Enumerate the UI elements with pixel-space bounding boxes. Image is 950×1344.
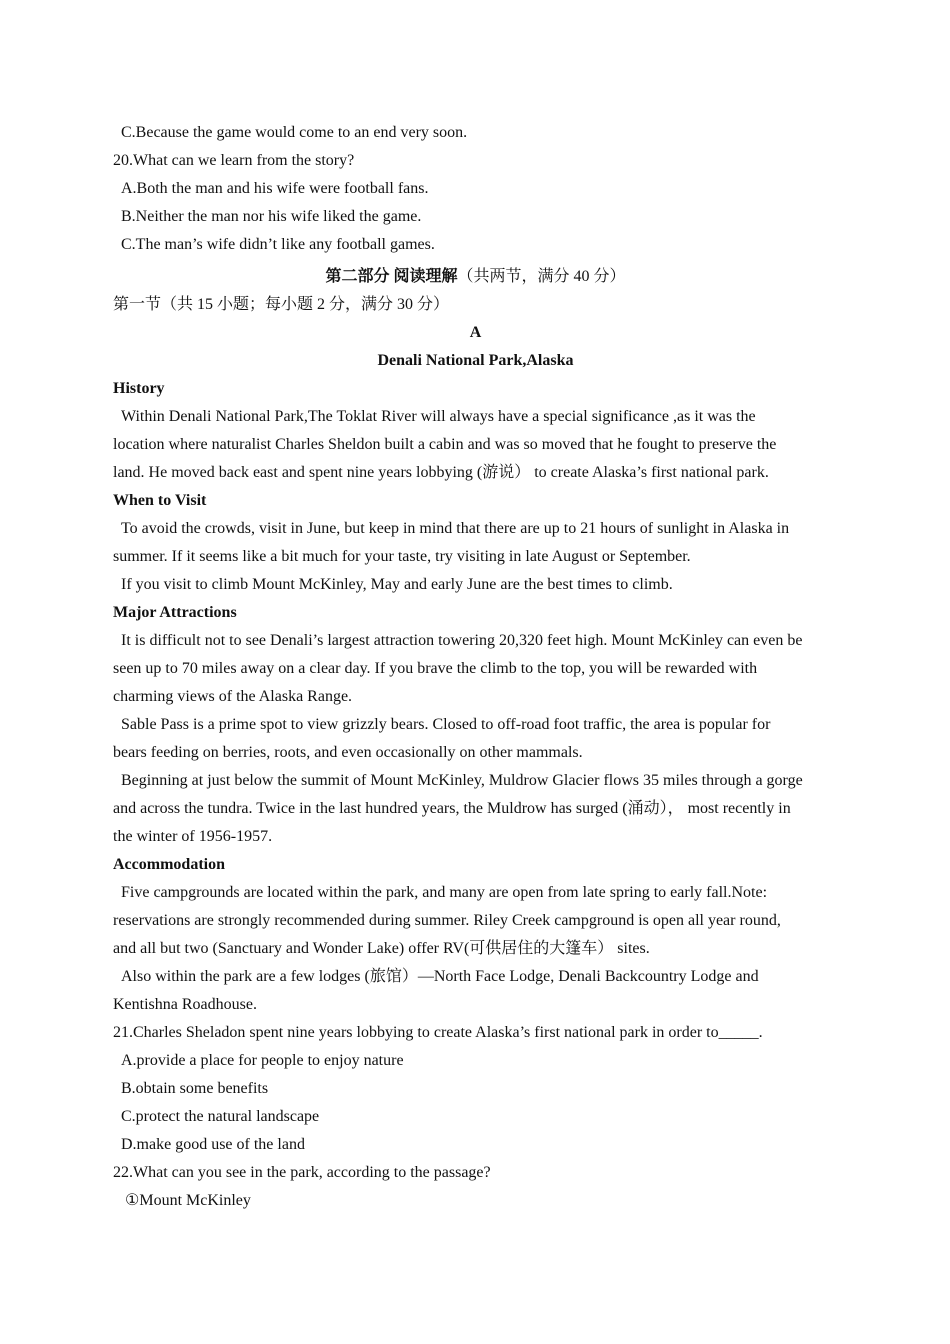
accommodation-line-2: reservations are strongly recommended during summer. Riley Creek campground is open all year round, [113, 912, 781, 929]
q19-option-c: C.Because the game would come to an end very soon. [121, 124, 468, 141]
part2-title [113, 259, 838, 291]
section1-instructions: 第一节（共 15 小题；每小题 2 分，满分 30 分） [113, 296, 450, 313]
attractions-line-4: Sable Pass is a prime spot to view grizzly bears. Closed to off-road foot traffic, the area is popular for [121, 716, 771, 733]
part2-title-bold: 第二部分 阅读理解 [325, 268, 458, 285]
attractions-line-5: bears feeding on berries, roots, and even occasionally on other mammals. [113, 744, 583, 761]
q21-option-b: B.obtain some benefits [121, 1080, 269, 1097]
passage-letter: A [469, 324, 482, 341]
history-line-3: land. He moved back east and spent nine years lobbying (游说） to create Alaska’s first national park. [113, 464, 769, 481]
attractions-line-3: charming views of the Alaska Range. [113, 688, 353, 705]
attractions-line-7: and across the tundra. Twice in the last hundred years, the Muldrow has surged (涌动）， most recently in [113, 800, 791, 817]
accommodation-heading: Accommodation [113, 856, 225, 873]
visit-line-1: To avoid the crowds, visit in June, but keep in mind that there are up to 21 hours of sunlight in Alaska in [121, 520, 790, 537]
history-heading: History [113, 380, 165, 397]
q21-option-a: A.provide a place for people to enjoy nature [121, 1052, 404, 1069]
accommodation-line-3: and all but two (Sanctuary and Wonder Lake) offer RV(可供居住的大篷车） sites. [113, 940, 650, 957]
attractions-heading: Major Attractions [113, 604, 237, 621]
accommodation-line-5: Kentishna Roadhouse. [113, 996, 257, 1013]
visit-line-2: summer. If it seems like a bit much for your taste, try visiting in late August or September. [113, 548, 691, 565]
q20-option-c: C.The man’s wife didn’t like any football games. [121, 236, 435, 253]
exam-page [113, 119, 838, 1215]
q20-option-b: B.Neither the man nor his wife liked the game. [121, 208, 422, 225]
q20-question: 20.What can we learn from the story? [113, 152, 355, 169]
q20-option-a: A.Both the man and his wife were football fans. [121, 180, 429, 197]
attractions-line-6: Beginning at just below the summit of Mount McKinley, Muldrow Glacier flows 35 miles through a gorge [121, 772, 803, 789]
accommodation-line-1: Five campgrounds are located within the park, and many are open from late spring to early fall.Note: [121, 884, 768, 901]
attractions-line-1: It is difficult not to see Denali’s largest attraction towering 20,320 feet high. Mount McKinley can even be [121, 632, 803, 649]
visit-line-3: If you visit to climb Mount McKinley, May and early June are the best times to climb. [121, 576, 673, 593]
history-line-1: Within Denali National Park,The Toklat River will always have a special significance ,as it was the [121, 408, 756, 425]
attractions-line-2: seen up to 70 miles away on a clear day. If you brave the climb to the top, you will be rewarded with [113, 660, 758, 677]
history-line-2: location where naturalist Charles Sheldon built a cabin and was so moved that he fought to preserve the [113, 436, 777, 453]
q22-question: 22.What can you see in the park, according to the passage? [113, 1164, 491, 1181]
q21-option-c: C.protect the natural landscape [121, 1108, 320, 1125]
accommodation-line-4: Also within the park are a few lodges (旅馆）—North Face Lodge, Denali Backcountry Lodge and [121, 968, 759, 985]
part2-title-rest: （共两节，满分 40 分） [457, 268, 626, 285]
q21-question: 21.Charles Sheladon spent nine years lobbying to create Alaska’s first national park in order to_____. [113, 1024, 763, 1041]
q22-item-1: ①Mount McKinley [125, 1192, 251, 1209]
visit-heading: When to Visit [113, 492, 207, 509]
passage-title: Denali National Park,Alaska [377, 352, 574, 369]
attractions-line-8: the winter of 1956-1957. [113, 828, 273, 845]
q21-option-d: D.make good use of the land [121, 1136, 305, 1153]
